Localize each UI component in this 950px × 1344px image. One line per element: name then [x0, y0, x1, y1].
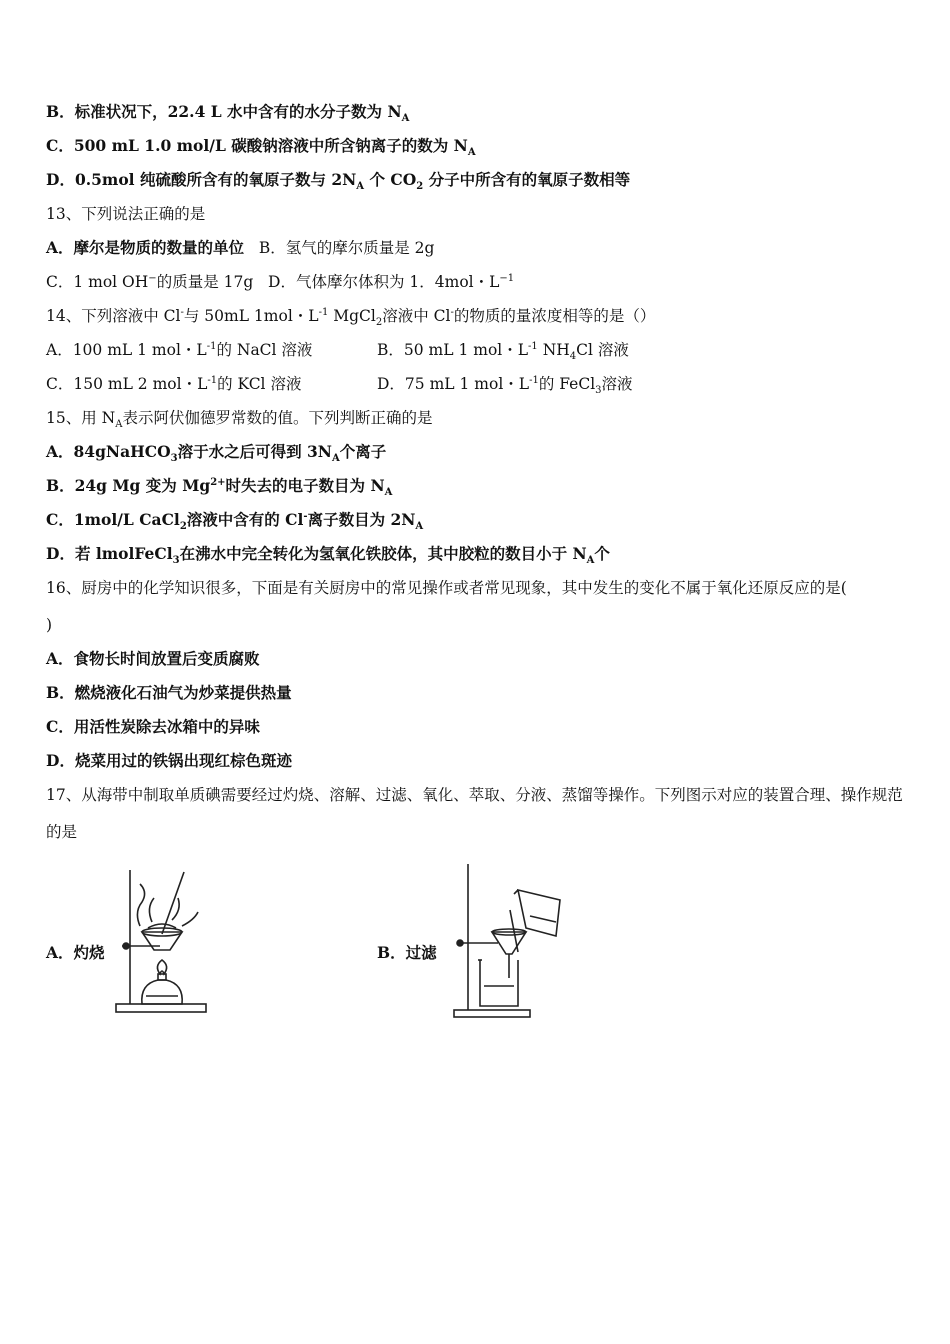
- q17-stem-cont: 的是: [46, 823, 78, 841]
- q15-option-c: C．1mol/L CaCl$_2$溶液中含有的 Cl-离子数目为 $2N_A$: [46, 510, 424, 533]
- q17-option-b: B．过滤: [377, 943, 437, 962]
- q16-option-a: A．食物长时间放置后变质腐败: [46, 649, 260, 668]
- q16-option-b: B．燃烧液化石油气为炒菜提供热量: [46, 683, 292, 702]
- filtration-apparatus-figure: [448, 860, 578, 1020]
- q15-option-d: D．若 lmolFeCl$_3$在沸水中完全转化为氢氧化铁胶体，其中胶粒的数目小于 $N_A$个: [46, 544, 610, 567]
- q16-stem-cont: ): [46, 616, 53, 634]
- q17-option-a: A．灼烧: [46, 943, 105, 962]
- q13-stem: 13、下列说法正确的是: [46, 205, 206, 223]
- q12-option-b: B．标准状况下，22.4 L 水中含有的水分子数为 $N_A$: [46, 102, 410, 125]
- q12-option-d: D．0.5mol 纯硫酸所含有的氧原子数与 $2N_A$ 个 $CO_2$ 分子中所含有的氧原子数相等: [46, 170, 631, 193]
- q16-stem: 16、厨房中的化学知识很多，下面是有关厨房中的常见操作或者常见现象，其中发生的变化不属于氧化还原反应的是(: [46, 579, 847, 597]
- q15-stem: 15、用 $N_A$表示阿伏伽德罗常数的值。下列判断正确的是: [46, 409, 433, 431]
- q14-option-b: B．50 mL 1 mol・$L^{-1}$ $NH_4Cl$ 溶液: [377, 340, 629, 363]
- q13-options-ab: A．摩尔是物质的数量的单位 B．氢气的摩尔质量是 2g: [46, 238, 435, 257]
- q12-option-c: C．500 mL 1.0 mol/L 碳酸钠溶液中所含钠离子的数为 $N_A$: [46, 136, 476, 159]
- q16-option-c: C．用活性炭除去冰箱中的异味: [46, 717, 260, 736]
- q16-option-d: D．烧菜用过的铁锅出现红棕色斑迹: [46, 751, 292, 770]
- q15-option-a: A．84gNaHCO$_3$溶于水之后可得到 $3N_A$个离子: [46, 442, 387, 465]
- q14-stem: 14、下列溶液中 Cl-与 50mL 1mol・$L^{-1}$ MgCl$_2$溶液中 Cl-的物质的量浓度相等的是（）: [46, 306, 656, 329]
- burning-apparatus-figure: [112, 862, 212, 1018]
- q14-option-c: C．150 mL 2 mol・$L^{-1}$的 KCl 溶液: [46, 374, 302, 393]
- q17-stem: 17、从海带中制取单质碘需要经过灼烧、溶解、过滤、氧化、萃取、分液、蒸馏等操作。下列图示对应的装置合理、操作规范: [46, 786, 903, 804]
- q13-options-cd: C．1 mol OH−的质量是 17g D．气体摩尔体积为 1．4mol・$L^{-1}$: [46, 272, 515, 291]
- q15-option-b: B．24g Mg 变为 $Mg^{2+}$时失去的电子数目为 $N_A$: [46, 476, 393, 499]
- q14-option-d: D．75 mL 1 mol・$L^{-1}$的 FeCl$_3$溶液: [377, 374, 633, 397]
- q14-option-a: A．100 mL 1 mol・$L^{-1}$的 NaCl 溶液: [46, 340, 313, 359]
